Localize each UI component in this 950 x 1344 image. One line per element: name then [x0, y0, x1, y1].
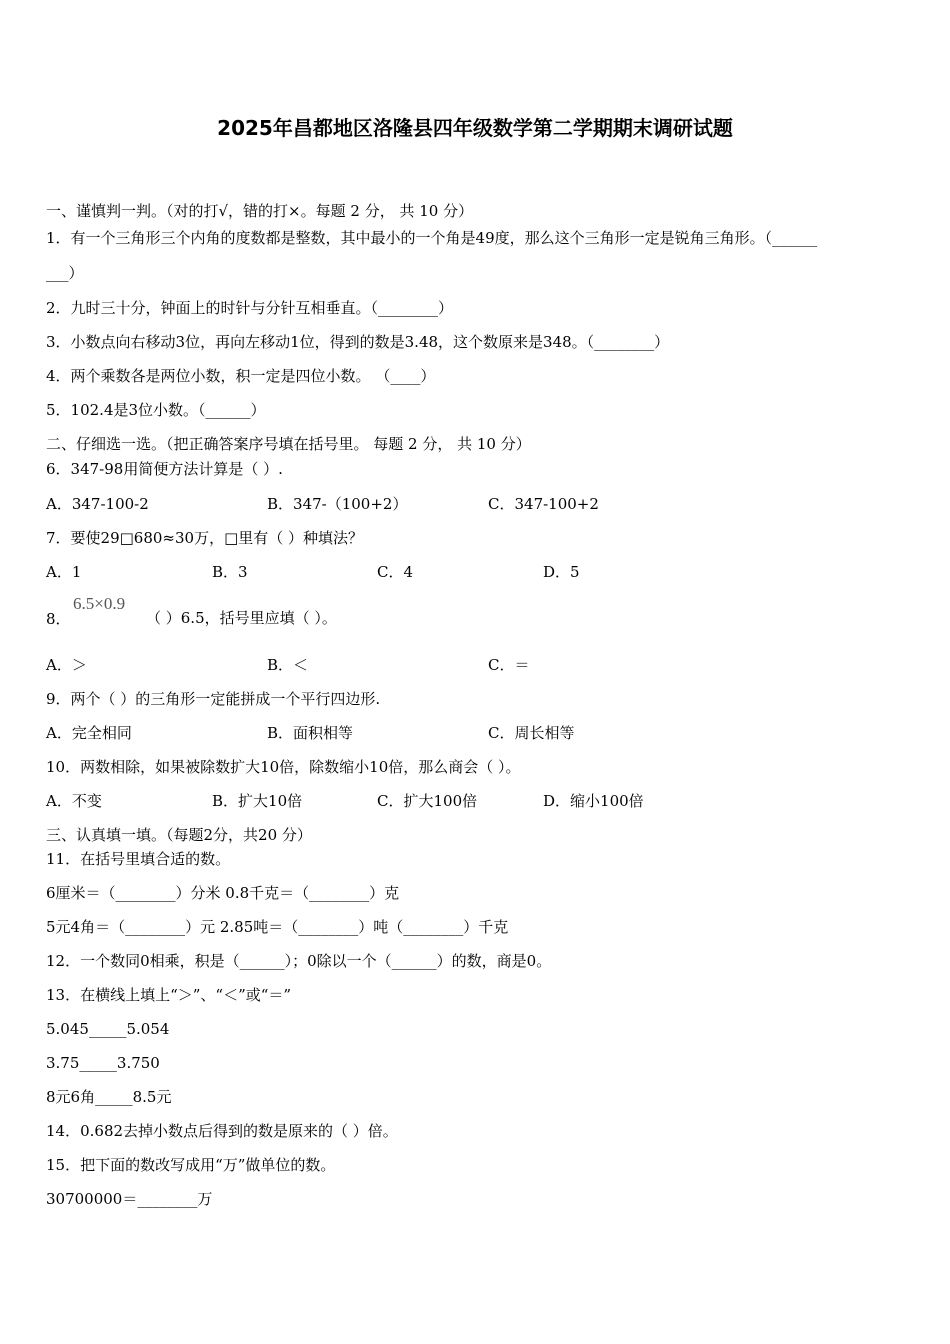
question-15: 15．把下面的数改写成用“万”做单位的数。 [46, 1156, 336, 1174]
option-8c: C．＝ [488, 656, 530, 674]
option-7c: C．4 [377, 563, 414, 581]
option-10b: B．扩大10倍 [212, 792, 303, 810]
question-11-row-2: 5元4角＝（________）元 2.85吨＝（________）吨（________）千克 [46, 918, 509, 936]
question-14: 14．0.682去掉小数点后得到的数是原来的（ ）倍。 [46, 1122, 398, 1140]
option-7d: D．5 [543, 563, 580, 581]
question-11: 11．在括号里填合适的数。 [46, 850, 231, 868]
question-12: 12．一个数同0相乘，积是（______）；0除以一个（______）的数，商是0。 [46, 952, 552, 970]
question-2: 2．九时三十分，钟面上的时针与分针互相垂直。（________） [46, 299, 454, 317]
question-5: 5．102.4是3位小数。（______） [46, 401, 266, 419]
section-2-heading: 二、仔细选一选。（把正确答案序号填在括号里。 每题 2 分， 共 10 分） [46, 435, 531, 453]
question-8: （ ）6.5，括号里应填（ ）。 [146, 609, 337, 627]
question-13-row-2: 3.75_____3.750 [46, 1054, 160, 1072]
question-4: 4．两个乘数各是两位小数，积一定是四位小数。 （____） [46, 367, 436, 385]
option-7b: B．3 [212, 563, 248, 581]
question-13-row-1: 5.045_____5.054 [46, 1020, 170, 1038]
question-1-line-2: ___） [46, 264, 84, 282]
section-3-heading: 三、认真填一填。（每题2分，共20 分） [46, 826, 312, 844]
question-11-row-1: 6厘米＝（________）分米 0.8千克＝（________）克 [46, 884, 400, 902]
option-9b: B．面积相等 [267, 724, 354, 742]
question-9: 9．两个（ ）的三角形一定能拼成一个平行四边形. [46, 690, 381, 708]
option-8b: B．＜ [267, 656, 309, 674]
question-1-line-1: 1．有一个三角形三个内角的度数都是整数，其中最小的一个角是49度，那么这个三角形一定是锐角三角形。（______ [46, 229, 818, 247]
question-13: 13．在横线上填上“＞”、“＜”或“＝” [46, 986, 292, 1004]
question-7: 7．要使29□680≈30万，□里有（ ）种填法？ [46, 529, 364, 547]
option-7a: A．1 [46, 563, 82, 581]
section-1-heading: 一、谨慎判一判。（对的打√，错的打×。每题 2 分， 共 10 分） [46, 202, 474, 220]
option-6b: B．347-（100+2） [267, 495, 408, 513]
option-9a: A．完全相同 [46, 724, 132, 742]
option-10a: A．不变 [46, 792, 102, 810]
question-8-formula: 6.5×0.9 [73, 594, 126, 613]
option-9c: C．周长相等 [488, 724, 575, 742]
question-3: 3．小数点向右移动3位，再向左移动1位，得到的数是3.48，这个数原来是348。（________） [46, 333, 670, 351]
option-6c: C．347-100+2 [488, 495, 599, 513]
question-15-row-1: 30700000＝________万 [46, 1190, 213, 1208]
option-10c: C．扩大100倍 [377, 792, 478, 810]
question-10: 10．两数相除，如果被除数扩大10倍，除数缩小10倍，那么商会（ ）。 [46, 758, 521, 776]
option-8a: A．＞ [46, 656, 87, 674]
question-13-row-3: 8元6角_____8.5元 [46, 1088, 172, 1106]
page-title: 2025年昌都地区洛隆县四年级数学第二学期期末调研试题 [217, 116, 733, 140]
option-10d: D．缩小100倍 [543, 792, 644, 810]
question-6: 6．347-98用简便方法计算是（ ）. [46, 460, 283, 478]
option-6a: A．347-100-2 [46, 495, 149, 513]
question-8-number: 8． [46, 610, 71, 628]
